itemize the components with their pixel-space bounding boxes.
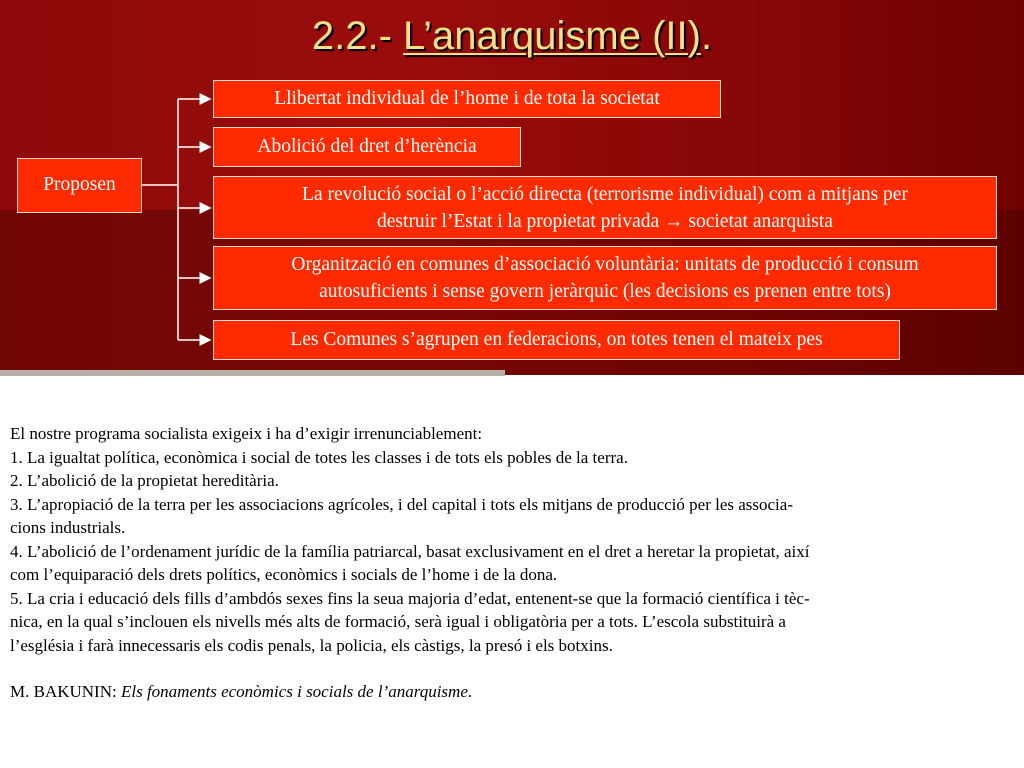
- spacer: [10, 657, 1018, 680]
- branch-box-3: [213, 176, 997, 239]
- branch-4-line-2: autosuficients i sense govern jeràrquic (les decisions es prenen entre tots): [319, 281, 891, 302]
- quote-line: El nostre programa socialista exigeix i ha d’exigir irrenunciablement:: [10, 424, 483, 443]
- citation-end: .: [467, 682, 473, 701]
- quote-line: 4. L’abolició de l’ordenament jurídic de la família patriarcal, basat exclusivament en el dret a heretar la propietat, així: [10, 541, 810, 561]
- branch-box-2: [213, 127, 521, 167]
- branch-box-5: [213, 320, 900, 360]
- branch-1-line-1: Llibertat individual de l’home i de tota la societat: [274, 88, 660, 109]
- quote-line: com l’equiparació dels drets polítics, econòmics i socials de l’home i de la dona.: [10, 565, 558, 584]
- branch-4-line-1: Organització en comunes d’associació voluntària: unitats de producció i consum: [291, 254, 919, 275]
- branch-3-line-2: destruir l’Estat i la propietat privada → societat anarquista: [377, 211, 833, 232]
- photo-strip: [0, 370, 505, 376]
- branch-box-1: [213, 80, 721, 118]
- root-box-proposen: Proposen: [17, 158, 142, 213]
- quote-line: 5. La cria i educació dels fills d’ambdós sexes fins la seua majoria d’edat, entenent-se que la formació científica i tèc-: [10, 588, 810, 608]
- quote-text-block: [10, 422, 1018, 704]
- citation-author: M. BAKUNIN:: [10, 682, 121, 701]
- branch-5-line-1: Les Comunes s’agrupen en federacions, on totes tenen el mateix pes: [290, 329, 823, 350]
- quote-line: 2. L’abolició de la propietat hereditària.: [10, 471, 279, 490]
- quote-line: 3. L’apropiació de la terra per les associacions agrícoles, i del capital i tots els mitjans de producció per les associa-: [10, 494, 793, 514]
- quote-citation: [10, 680, 1018, 704]
- branch-box-4: [213, 246, 997, 310]
- branch-2-line-1: Abolició del dret d’herència: [257, 136, 477, 157]
- title-prefix: 2.2.-: [311, 14, 404, 58]
- title-suffix: .: [700, 14, 713, 58]
- citation-work: Els fonaments econòmics i socials de l’anarquisme: [120, 682, 468, 701]
- quote-line: 1. La igualtat política, econòmica i social de totes les classes i de tots els pobles de la terra.: [10, 447, 628, 467]
- quote-line: cions industrials.: [10, 518, 126, 537]
- branch-3-line-1: La revolució social o l’acció directa (terrorisme individual) com a mitjans per: [302, 184, 908, 205]
- title-underlined: L’anarquisme (II): [403, 14, 701, 58]
- quote-line: l’església i farà innecessaris els codis penals, la policia, els càstigs, la presó i els botxins.: [10, 635, 613, 655]
- quote-line: nica, en la qual s’inclouen els nivells més alts de formació, serà igual i obligatòria per a tots. L’escola substituirà a: [10, 612, 786, 631]
